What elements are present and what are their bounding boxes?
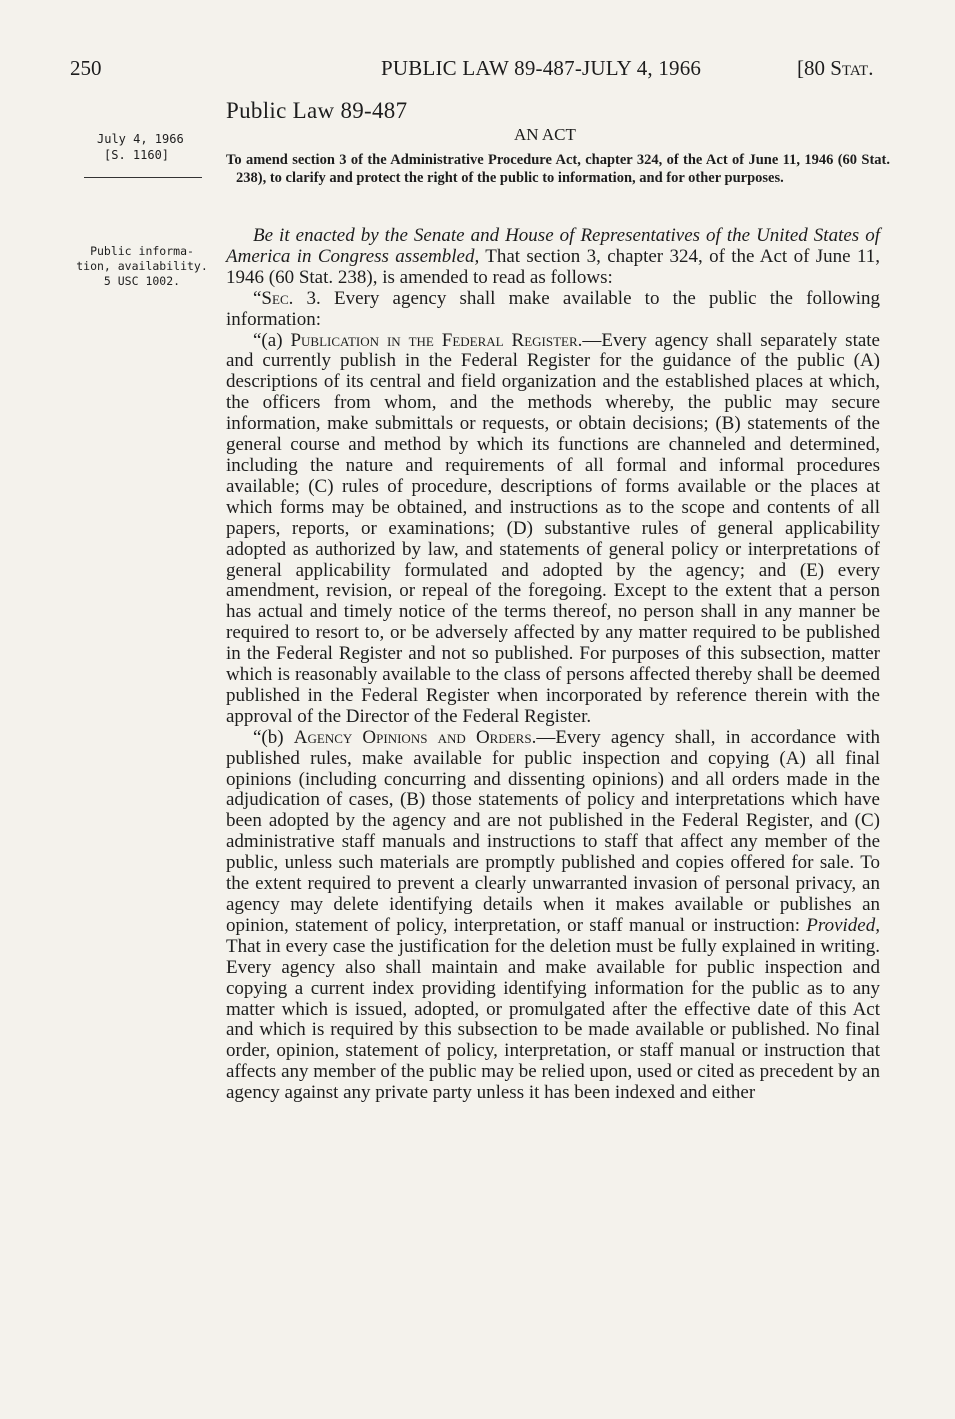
paragraph-b-heading: Agency Opinions and Orders. xyxy=(293,726,537,748)
paragraph-b-text-continued: That in every case the justification for the deletion must be fully explained in writing. Every agency also shall maintain and make available for public inspection and copying a current index providing identifying information for the public as to any matter which is issued, adopted, or promulgated after the effective date of this Act and which is required by this subsection to be made available or published. No final order, opinion, statement of policy, interpretation, or staff manual or instruction that affects any member of the public may be relied upon, used or cited as precedent by an agency against any private party unless it has been indexed and either xyxy=(226,935,880,1104)
enacting-clause-text: That section 3, chapter 324, of the Act of June 11, 1946 (60 Stat. 238), is amended to read as follows: xyxy=(226,245,880,288)
section-3-text: 3. Every agency shall make available to the public the following information: xyxy=(226,287,880,330)
running-title: PUBLIC LAW 89-487-JULY 4, 1966 xyxy=(381,56,702,80)
paragraph-b-text: —Every agency shall, in accordance with published rules, make available for public inspection and copying (A) all final opinions (including concurring and dissenting opinions) and all orders made in the adjudication of cases, (B) those statements of policy and interpretations which have been adopted by the agency and are not published in the Federal Register, and (C) administrative staff manuals and instructions to staff that affect any member of the public, unless such materials are promptly published and copies offered for sale. To the extent required to prevent a clearly unwarranted invasion of personal privacy, an agency may delete identifying details when it makes available or publishes an opinion, statement of policy, interpretation, or staff manual or instruction: xyxy=(226,726,880,936)
paragraph-a-heading: Publication in the Federal Register. xyxy=(290,329,583,351)
paragraph-a-lead: “(a) xyxy=(253,329,291,351)
section-label: “Sec. xyxy=(253,287,294,309)
paragraph-a xyxy=(226,331,880,728)
margin-citation: 5 USC 1002. xyxy=(103,274,181,288)
act-heading: AN ACT xyxy=(514,125,576,144)
act-purpose: To amend section 3 of the Administrative Procedure Act, chapter 324, of the Act of June 11, 1946 (60 Stat. 238), to clarify and protect the right of the public to information, and for other purposes. xyxy=(226,152,890,186)
section-3-intro xyxy=(226,289,880,331)
act-body xyxy=(226,226,880,1104)
enacting-clause xyxy=(226,226,880,289)
margin-note-line: Public informa- xyxy=(90,244,194,258)
paragraph-b-lead: “(b) xyxy=(253,726,294,748)
margin-bill-number: [S. 1160] xyxy=(104,148,170,162)
margin-note xyxy=(76,244,208,289)
margin-note-line: tion, availability. xyxy=(76,259,208,273)
paragraph-a-text: —Every agency shall separately state and currently publish in the Federal Register for the guidance of the public (A) descriptions of its central and field organization and the established places at which, the officers from whom, and the methods whereby, the public may secure information, make submittals or requests, or obtain decisions; (B) statements of the general course and method by which its functions are channeled and determined, including the nature and requirements of all formal and informal procedures available; (C) rules of procedure, descriptions of forms available or the places at which forms may be obtained, and instructions as to the scope and contents of all papers, reports, or examinations; (D) substantive rules of general applicability adopted as authorized by law, and statements of general policy or interpretations of general applicability formulated and adopted by the agency; and (E) every amendment, revision, or repeal of the foregoing. Except to the extent that a person has actual and timely notice of the terms thereof, no person shall in any manner be required to resort to, or be adversely affected by any matter required to be published in the Federal Register and not so published. For purposes of this subsection, matter which is reasonably available to the class of persons affected thereby shall be deemed published in the Federal Register when incorporated by reference therein with the approval of the Director of the Federal Register. xyxy=(226,329,880,727)
margin-date: July 4, 1966 xyxy=(97,132,184,146)
margin-divider xyxy=(84,177,202,178)
page-number: 250 xyxy=(70,56,102,80)
margin-date-block xyxy=(97,131,184,163)
enacting-clause-italic: Be it enacted by the Senate and House of Representatives of the United States of America in Congress assembled, xyxy=(226,225,880,267)
paragraph-b xyxy=(226,728,880,1104)
law-label: Public Law 89-487 xyxy=(226,98,408,123)
provided-clause: Provided, xyxy=(806,914,880,936)
volume-citation: [80 Stat. xyxy=(797,56,874,80)
